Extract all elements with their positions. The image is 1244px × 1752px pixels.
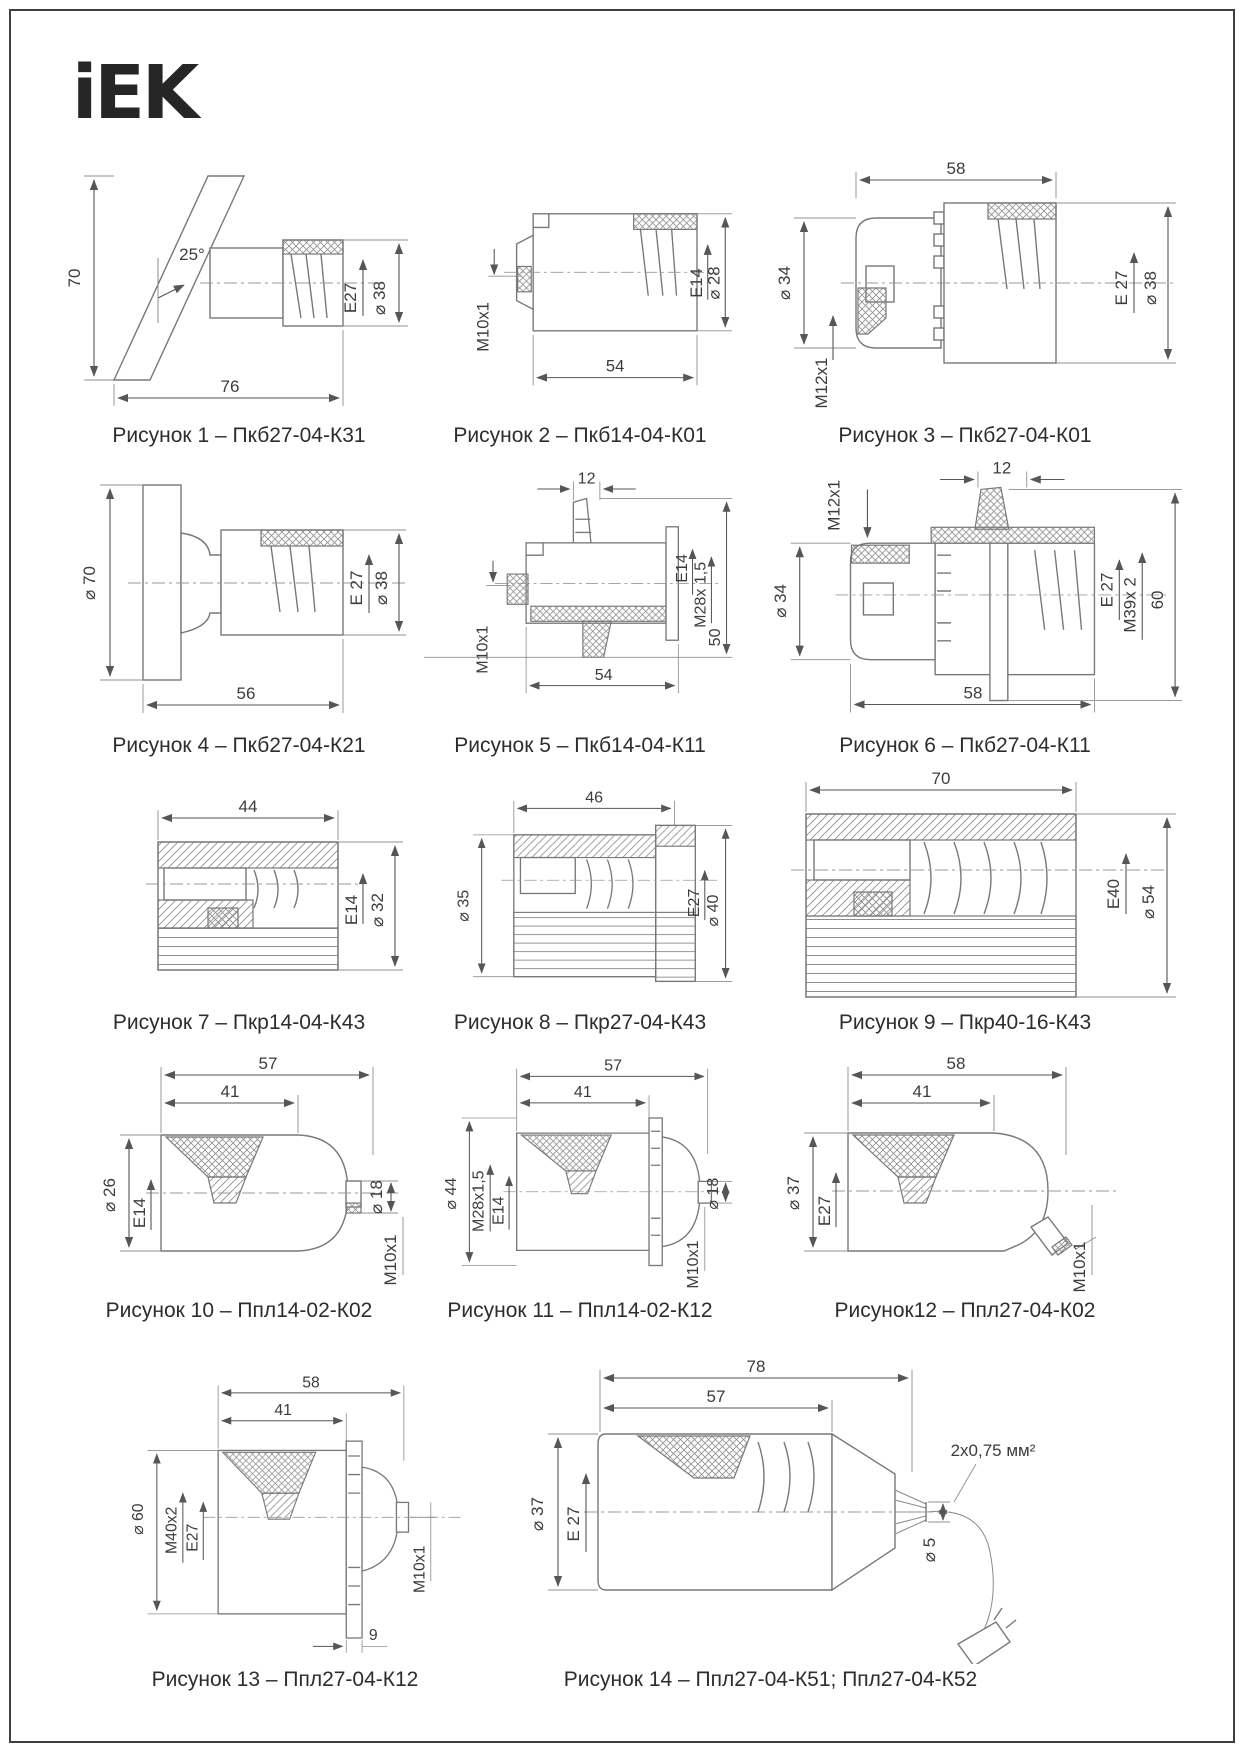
dim-dia-body-label: ⌀ 26 xyxy=(100,1178,119,1212)
dim-dia-label: ⌀ 40 xyxy=(704,894,723,927)
dim-mount-label: M12x1 xyxy=(812,357,831,409)
dim-length-label: 58 xyxy=(946,1054,966,1073)
figure-7-caption: Рисунок 7 – Пкр14-04-К43 xyxy=(112,1011,366,1034)
dim-thread2-label: M28x1,5 xyxy=(469,1170,488,1233)
figure-3 xyxy=(736,148,1194,448)
dim-dia-body-label: ⌀ 37 xyxy=(528,1497,547,1531)
figure-7-drawing xyxy=(58,762,420,1007)
dim-body-label: 41 xyxy=(912,1082,932,1101)
dim-length-label: 57 xyxy=(604,1056,623,1075)
dim-dia-body-label: ⌀ 37 xyxy=(784,1176,803,1210)
iek-logo xyxy=(70,48,220,132)
figure-11-drawing xyxy=(424,1045,736,1295)
dim-dia-body-label: ⌀ 35 xyxy=(454,889,473,922)
figure-2 xyxy=(424,148,736,448)
figure-6-drawing xyxy=(736,455,1194,730)
dim-body-label: 41 xyxy=(220,1082,240,1101)
figure-13 xyxy=(90,1352,480,1692)
dim-dia-body-label: ⌀ 34 xyxy=(775,266,794,300)
figure-14 xyxy=(488,1352,1053,1692)
dim-dia-nipple-label: ⌀ 18 xyxy=(367,1180,386,1214)
dim-thread2-label: M40x2 xyxy=(163,1506,181,1554)
dim-dia-label: ⌀ 54 xyxy=(1139,885,1158,919)
figure-2-caption: Рисунок 2 – Пкб14-04-К01 xyxy=(453,424,707,447)
dim-mount-label: M10x1 xyxy=(684,1240,703,1289)
figure-12-caption: Рисунок12 – Ппл27-04-К02 xyxy=(834,1299,1096,1322)
dim-thread-label: E 27 xyxy=(564,1506,583,1542)
dim-height-label: 70 xyxy=(65,268,84,288)
dim-height-label: 60 xyxy=(1148,590,1168,610)
dim-thread-label: E40 xyxy=(1104,878,1123,910)
dim-tab-label: 12 xyxy=(992,458,1012,478)
figure-10-drawing xyxy=(58,1045,420,1295)
cable-spec-label: 2х0,75 мм² xyxy=(950,1441,1036,1460)
figure-5-caption: Рисунок 5 – Пкб14-04-К11 xyxy=(454,734,706,757)
dim-mount-label: M12x1 xyxy=(824,480,844,531)
figure-8-drawing xyxy=(424,762,736,1007)
figure-8 xyxy=(424,762,736,1035)
figure-1-drawing xyxy=(58,148,420,420)
figure-11 xyxy=(424,1045,736,1323)
dim-length-label: 54 xyxy=(594,665,613,684)
dim-dia-body-label: ⌀ 60 xyxy=(129,1503,147,1535)
figure-13-caption: Рисунок 13 – Ппл27-04-К12 xyxy=(151,1668,419,1691)
dim-thread-label: E 27 xyxy=(1112,270,1131,306)
dim-body-label: 57 xyxy=(706,1387,726,1406)
iek-logo-text: iEK xyxy=(72,50,197,132)
dim-tab-label: 9 xyxy=(368,1626,378,1644)
dim-mount-label: M10x1 xyxy=(473,625,492,674)
figure-1-caption: Рисунок 1 – Пкб27-04-К31 xyxy=(112,424,366,447)
dim-mount-label: M10x1 xyxy=(411,1545,429,1593)
dim-length-label: 58 xyxy=(963,683,983,703)
dim-dia-body-label: ⌀ 44 xyxy=(442,1177,461,1210)
dim-thread-label: E14 xyxy=(130,1197,149,1229)
figure-5 xyxy=(424,455,736,758)
dim-length-label: 44 xyxy=(238,797,258,816)
dim-body-label: 41 xyxy=(573,1083,592,1102)
figure-10 xyxy=(58,1045,420,1323)
dim-dia-label: ⌀ 32 xyxy=(368,893,387,927)
figure-11-caption: Рисунок 11 – Ппл14-02-К12 xyxy=(447,1299,713,1322)
dim-length-label: 70 xyxy=(931,769,951,788)
figure-4-caption: Рисунок 4 – Пкб27-04-К21 xyxy=(112,734,366,757)
dim-height-label: 50 xyxy=(705,628,724,647)
dim-dia-cable-label: ⌀ 5 xyxy=(920,1537,939,1563)
dim-thread-label: E14 xyxy=(489,1196,508,1225)
dim-mount-label: M10x1 xyxy=(381,1234,400,1286)
dim-thread-label: E14 xyxy=(672,554,691,583)
dim-thread-label: E14 xyxy=(686,268,706,298)
figure-5-drawing xyxy=(424,455,736,730)
dim-length-label: 54 xyxy=(605,356,625,376)
dim-dia-label: ⌀ 38 xyxy=(372,571,391,605)
dim-thread-label: E27 xyxy=(341,282,360,314)
figure-13-drawing xyxy=(90,1352,480,1664)
dim-thread-label: E27 xyxy=(815,1195,834,1227)
figure-1 xyxy=(58,148,420,448)
dim-thread-label: E27 xyxy=(184,1523,202,1552)
figure-9-drawing xyxy=(736,762,1194,1007)
figure-12 xyxy=(736,1045,1194,1323)
figure-4 xyxy=(58,455,420,758)
figure-2-drawing xyxy=(424,148,736,420)
dim-length-label: 58 xyxy=(946,159,966,178)
dim-dia-body-label: ⌀ 34 xyxy=(770,584,790,618)
dim-length-label: 58 xyxy=(302,1374,320,1392)
dim-thread-label: E14 xyxy=(342,894,361,926)
dim-thread-label: E27 xyxy=(685,888,704,918)
dim-thread2-label: M28x 1,5 xyxy=(691,561,710,628)
dim-thread-label: E 27 xyxy=(347,570,366,606)
dim-dia-flange-label: ⌀ 70 xyxy=(80,566,99,600)
dim-angle-label: 25° xyxy=(179,245,205,264)
figure-14-drawing xyxy=(488,1352,1053,1664)
figure-10-caption: Рисунок 10 – Ппл14-02-К02 xyxy=(105,1299,373,1322)
figure-6-caption: Рисунок 6 – Пкб27-04-К11 xyxy=(839,734,1091,757)
dim-dia-label: ⌀ 38 xyxy=(1141,271,1160,305)
figure-4-drawing xyxy=(58,455,420,730)
dim-thread2-label: M39x 2 xyxy=(1120,577,1140,633)
dim-mount-label: M10x1 xyxy=(1070,1241,1089,1293)
dim-length-label: 46 xyxy=(585,788,604,807)
figure-12-drawing xyxy=(736,1045,1194,1295)
dim-body-label: 41 xyxy=(274,1402,292,1420)
figure-3-caption: Рисунок 3 – Пкб27-04-К01 xyxy=(838,424,1092,447)
dim-length-label: 57 xyxy=(258,1054,278,1073)
figure-9 xyxy=(736,762,1194,1035)
dim-dia-nipple-label: ⌀ 18 xyxy=(704,1177,723,1210)
dim-length-label: 78 xyxy=(746,1357,766,1376)
dim-length-label: 76 xyxy=(220,377,240,396)
dim-thread-label: E 27 xyxy=(1097,572,1117,608)
dim-mount-label: M10x1 xyxy=(473,302,493,352)
figure-6 xyxy=(736,455,1194,758)
dim-dia-label: ⌀ 28 xyxy=(704,266,724,300)
figure-3-drawing xyxy=(736,148,1194,420)
figure-8-caption: Рисунок 8 – Пкр27-04-К43 xyxy=(453,1011,707,1034)
figure-9-caption: Рисунок 9 – Пкр40-16-К43 xyxy=(838,1011,1092,1034)
figure-14-caption: Рисунок 14 – Ппл27-04-К51; Ппл27-04-К52 xyxy=(563,1668,978,1691)
dim-dia-label: ⌀ 38 xyxy=(370,281,389,315)
figure-7 xyxy=(58,762,420,1035)
dim-tab-label: 12 xyxy=(577,469,596,488)
dim-length-label: 56 xyxy=(236,684,256,703)
